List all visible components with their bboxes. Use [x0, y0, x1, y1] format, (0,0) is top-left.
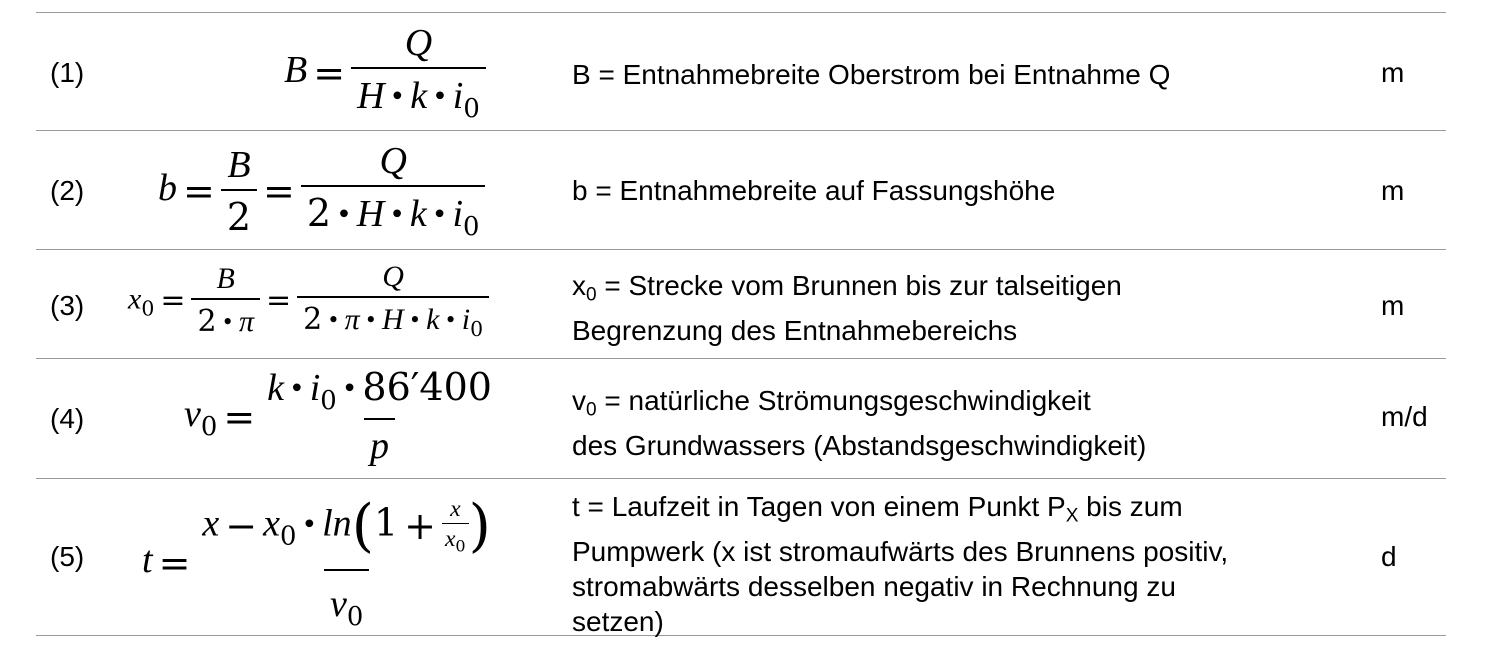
- table-row: [36, 249, 1446, 359]
- description: $x_0$ = Strecke vom Brunnen bis zur talseitigen Begrenzung des Entnahmebereichs: [572, 270, 1122, 346]
- equation-number: (5): [50, 541, 85, 572]
- equation-number: (1): [50, 57, 85, 88]
- description: t = Laufzeit in Tagen von einem Punkt $P_X$ bis zum Pumpwerk (x ist stromaufwärts des Brunnens positiv, stromabwärts desselben negativ in Rechnung zu setzen): [572, 491, 1229, 637]
- formula-3: $x_0$ = $\frac{B}{2 • \pi}$ = $\frac{Q}{2 • \pi • H • k • i_0}$: [128, 260, 489, 341]
- unit: m: [1381, 57, 1405, 88]
- table-row: [36, 130, 1446, 250]
- formula-5: t = $x - x_0$ • ln(1 + $\frac{x}{x_0}$ ) $v_0$: [142, 493, 491, 633]
- unit: d: [1381, 541, 1397, 572]
- equation-number: (3): [50, 290, 85, 321]
- description: b = Entnahmebreite auf Fassungshöhe: [572, 175, 1056, 206]
- description: B = Entnahmebreite Oberstrom bei Entnahme Q: [572, 59, 1171, 90]
- unit: m/d: [1381, 401, 1428, 432]
- table-row: [36, 358, 1446, 479]
- formula-1: B = $\frac{Q}{H • k • i_0}$: [284, 21, 486, 124]
- unit: m: [1381, 175, 1405, 206]
- equation-number: (2): [50, 175, 85, 206]
- formula-2: b = $\frac{B}{2}$ = $\frac{Q}{2 • H • k • i_0}$: [158, 139, 485, 242]
- table-row: [36, 12, 1446, 131]
- table-row: [36, 478, 1446, 636]
- equation-number: (4): [50, 403, 85, 434]
- description: $v_0$ = natürliche Strömungsgeschwindigkeit des Grundwassers (Abstandsgeschwindigkeit): [572, 385, 1147, 461]
- formula-4: $v_0$ = $\frac{k • i_0 • 86'400}{p}$: [184, 365, 492, 468]
- unit: m: [1381, 290, 1405, 321]
